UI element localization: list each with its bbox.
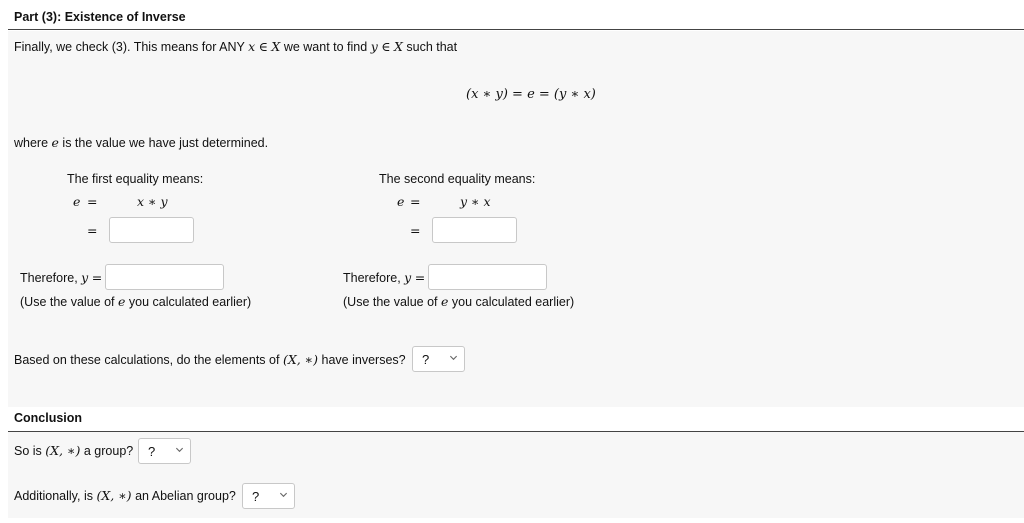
first-note-prefix: (Use the value of <box>20 295 115 309</box>
second-therefore-var: y <box>404 270 412 285</box>
chevron-down-icon <box>279 490 288 499</box>
intro-in-1: ∈ <box>258 39 268 54</box>
first-therefore <box>20 270 102 285</box>
conclusion-heading: Conclusion <box>14 411 83 425</box>
intro-set-2: X <box>393 39 403 54</box>
intro-var-y: y <box>370 39 378 54</box>
title-divider <box>8 29 1024 30</box>
display-equation: (x ∗ y) = e = (y ∗ x) <box>466 87 596 102</box>
first-therefore-label: Therefore, <box>20 271 78 285</box>
intro-suffix: such that <box>406 40 458 54</box>
inverse-question-structure: (X, ∗) <box>282 352 319 367</box>
inverse-select-value: ? <box>422 352 430 367</box>
group-question <box>14 443 133 458</box>
first-equality-heading: The first equality means: <box>67 172 204 186</box>
where-text <box>14 135 268 150</box>
second-rhs: y ∗ x <box>460 194 491 209</box>
first-note <box>20 294 251 309</box>
inverse-question-suffix: have inverses? <box>321 353 406 367</box>
second-equality-heading: The second equality means: <box>379 172 536 186</box>
abelian-select[interactable] <box>242 483 295 509</box>
inverse-question <box>14 352 406 367</box>
abelian-question-suffix: an Abelian group? <box>135 489 236 503</box>
first-rhs: x ∗ y <box>137 194 168 209</box>
group-select[interactable] <box>138 438 191 464</box>
abelian-question-structure: (X, ∗) <box>96 488 132 503</box>
second-y-input[interactable] <box>428 264 547 290</box>
chevron-down-icon <box>449 353 458 362</box>
second-note-suffix: you calculated earlier) <box>451 295 575 309</box>
second-note <box>343 294 574 309</box>
second-eq2: = <box>410 223 421 238</box>
second-therefore-eq: = <box>414 270 426 285</box>
second-equality-input[interactable] <box>432 217 517 243</box>
intro-set-1: X <box>271 39 281 54</box>
first-therefore-eq: = <box>91 270 103 285</box>
inverse-question-prefix: Based on these calculations, do the elements of <box>14 353 280 367</box>
second-lhs: e <box>397 194 405 209</box>
intro-prefix: Finally, we check (3). This means for ANY <box>14 40 245 54</box>
group-question-prefix: So is <box>14 444 42 458</box>
where-suffix: is the value we have just determined. <box>62 136 269 150</box>
where-var: e <box>51 135 59 150</box>
first-note-suffix: you calculated earlier) <box>128 295 252 309</box>
intro-in-2: ∈ <box>381 39 391 54</box>
abelian-select-value: ? <box>252 489 260 504</box>
abelian-question-prefix: Additionally, is <box>14 489 93 503</box>
intro-mid: we want to find <box>283 40 368 54</box>
second-eq: = <box>410 194 421 209</box>
first-y-input[interactable] <box>105 264 224 290</box>
part-title: Part (3): Existence of Inverse <box>14 10 186 24</box>
second-therefore <box>343 270 425 285</box>
second-therefore-label: Therefore, <box>343 271 401 285</box>
second-note-prefix: (Use the value of <box>343 295 438 309</box>
intro-var-x: x <box>248 39 256 54</box>
first-note-var: e <box>117 294 126 309</box>
first-equality-input[interactable] <box>109 217 194 243</box>
group-select-value: ? <box>148 444 156 459</box>
group-question-structure: (X, ∗) <box>45 443 81 458</box>
first-therefore-var: y <box>81 270 89 285</box>
first-eq: = <box>87 194 98 209</box>
chevron-down-icon <box>175 445 184 454</box>
abelian-question <box>14 488 236 503</box>
first-lhs: e <box>73 194 81 209</box>
inverse-select[interactable] <box>412 346 465 372</box>
where-prefix: where <box>14 136 49 150</box>
second-note-var: e <box>440 294 449 309</box>
first-eq2: = <box>87 223 98 238</box>
intro-text <box>14 39 457 54</box>
group-question-suffix: a group? <box>83 444 134 458</box>
